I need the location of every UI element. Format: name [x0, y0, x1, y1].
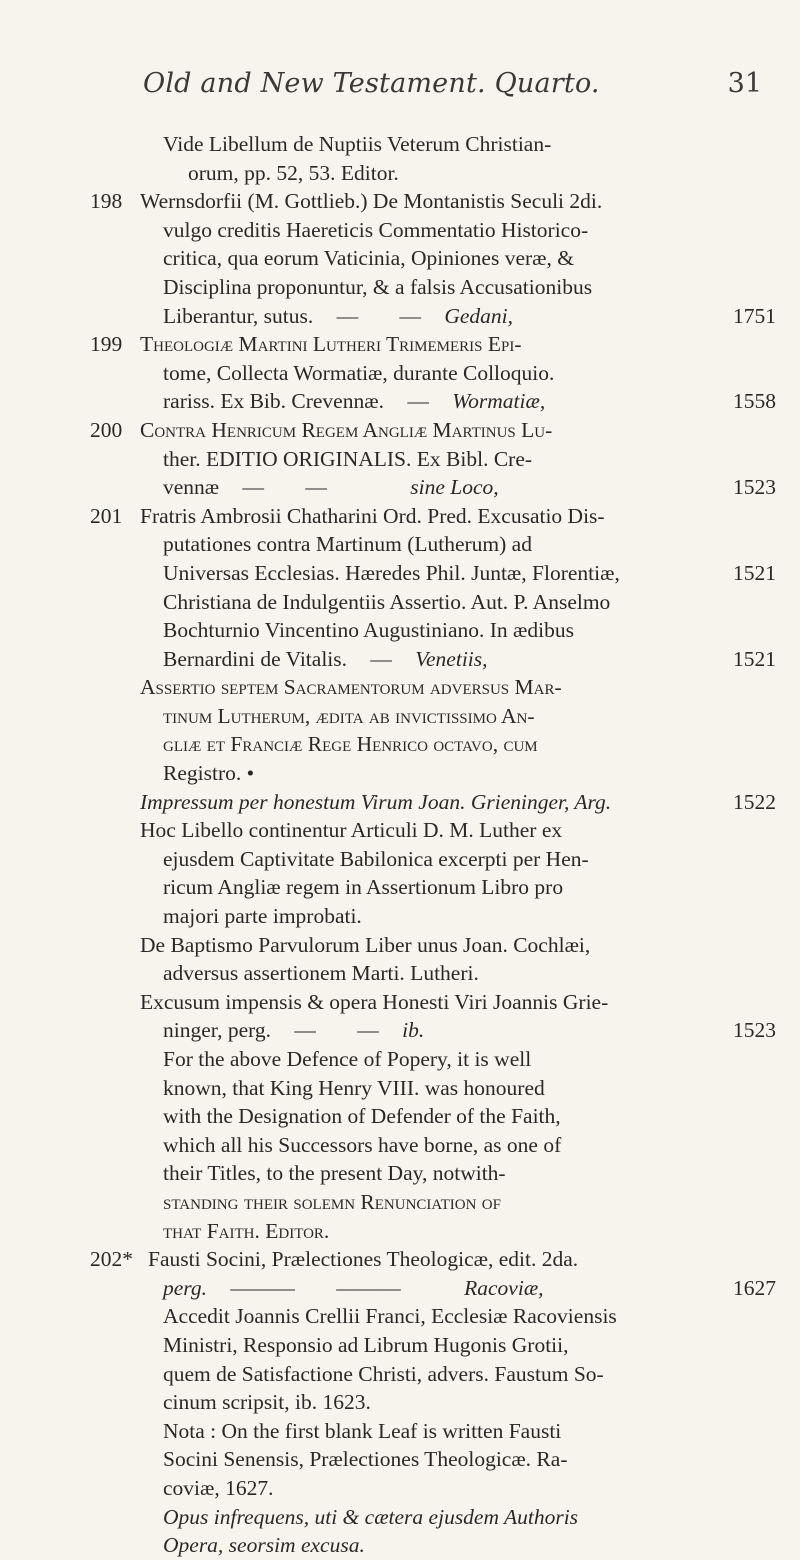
imprint-place: Venetiis,	[415, 646, 488, 671]
entry-line: Registro. •	[163, 761, 255, 786]
entry-line: ricum Angliæ regem in Assertionum Libro pro	[163, 875, 564, 900]
entry-number: 200	[90, 417, 123, 442]
entry-line: rariss. Ex Bib. Crevennæ.	[163, 389, 384, 414]
entry-number: 198	[90, 189, 123, 214]
entry-line: Bernardini de Vitalis.	[163, 646, 348, 671]
imprint-line: Impressum per honestum Virum Joan. Grieninger, Arg.	[140, 789, 612, 814]
entry-line: quem de Satisfactione Christi, advers. Faustum So-	[163, 1361, 604, 1386]
imprint-row	[138, 302, 776, 331]
dash: —	[370, 646, 392, 671]
dash: —	[357, 1018, 379, 1043]
note-line: with the Designation of Defender of the Faith,	[163, 1104, 561, 1129]
entry-line: critica, qua eorum Vaticinia, Opiniones veræ, &	[163, 246, 574, 271]
note-line: their Titles, to the present Day, notwith-	[163, 1161, 506, 1186]
note-line: that Faith. Editor.	[163, 1218, 330, 1243]
note-line: which all his Successors have borne, as one of	[163, 1132, 562, 1157]
entry-line: Socini Senensis, Prælectiones Theologicæ. Ra-	[163, 1447, 568, 1472]
entry-number: 199	[90, 332, 123, 357]
entry-line: tome, Collecta Wormatiæ, durante Colloquio.	[163, 360, 555, 385]
entry-line: coviæ, 1627.	[163, 1475, 274, 1500]
imprint-place: sine Loco,	[410, 475, 499, 500]
entry-line: Nota : On the first blank Leaf is written Fausti	[163, 1418, 562, 1443]
dash: —	[294, 1018, 316, 1043]
entry-line: majori parte improbati.	[163, 904, 362, 929]
entry-line: vulgo creditis Haereticis Commentatio Historico-	[163, 217, 589, 242]
entry-line: Fausti Socini, Prælectiones Theologicæ, edit. 2da.	[148, 1247, 579, 1272]
imprint-year: 1627	[733, 1275, 776, 1300]
dash: ———	[230, 1275, 295, 1300]
catalogue-entry-200	[90, 416, 778, 502]
imprint-row	[138, 1016, 776, 1045]
imprint-row	[138, 559, 776, 588]
running-title: Old and New Testament. Quarto.	[143, 68, 600, 99]
imprint-year: 1751	[733, 303, 776, 328]
entry-line: Contra Henricum Regem Angliæ Martinus Lu-	[140, 417, 553, 442]
note-line: known, that King Henry VIII. was honoured	[163, 1075, 545, 1100]
dash: —	[407, 389, 429, 414]
catalogue-entry-198	[90, 187, 778, 330]
imprint-row	[138, 645, 776, 674]
entry-line: ejusdem Captivitate Babilonica excerpti per Hen-	[163, 846, 589, 871]
entry-continuation	[90, 130, 778, 187]
note-line: For the above Defence of Popery, it is well	[163, 1047, 532, 1071]
imprint-row	[138, 473, 776, 502]
entry-line: putationes contra Martinum (Lutherum) ad	[163, 532, 532, 557]
entry-line: Hoc Libello continentur Articuli D. M. Luther ex	[140, 818, 563, 843]
imprint-place: Racoviæ,	[464, 1275, 544, 1300]
entry-line: cinum scripsit, ib. 1623.	[163, 1390, 371, 1415]
entry-line: Bochturnio Vincentino Augustiniano. In ædibus	[163, 618, 574, 643]
imprint-row	[138, 387, 776, 416]
entry-line: Excusum impensis & opera Honesti Viri Joannis Grie-	[140, 989, 609, 1014]
entry-line: Liberantur, sutus.	[163, 303, 314, 328]
imprint-year: 1521	[733, 646, 776, 671]
imprint-place: ib.	[402, 1018, 425, 1043]
running-head	[143, 68, 780, 108]
entry-line: Vide Libellum de Nuptiis Veterum Christian-	[163, 132, 552, 156]
entry-line: orum, pp. 52, 53. Editor.	[188, 160, 399, 185]
entry-line: Opera, seorsim excusa.	[163, 1533, 365, 1558]
entry-line: Opus infrequens, uti & cætera ejusdem Authoris	[163, 1504, 579, 1529]
entry-line: De Baptismo Parvulorum Liber unus Joan. Cochlæi,	[140, 932, 591, 957]
entry-line: tinum Lutherum, ædita ab invictissimo An-	[163, 703, 535, 728]
entry-line: Disciplina proponuntur, & a falsis Accusationibus	[163, 274, 593, 299]
entry-number: 201	[90, 503, 123, 528]
entry-line: perg.	[163, 1275, 207, 1300]
entry-line: Wernsdorfii (M. Gottlieb.) De Montanistis Seculi 2di.	[140, 189, 603, 214]
imprint-row	[138, 1274, 776, 1303]
imprint-place: Wormatiæ,	[452, 389, 546, 414]
note-line: standing their solemn Renunciation of	[163, 1189, 501, 1214]
imprint-year: 1523	[733, 1018, 776, 1043]
catalogue-entry-202	[90, 1245, 778, 1560]
dash: —	[336, 303, 359, 328]
entry-line: Accedit Joannis Crellii Franci, Ecclesiæ Racoviensis	[163, 1304, 617, 1329]
entry-number: 202*	[90, 1247, 133, 1272]
entry-line: ninger, perg.	[163, 1018, 272, 1043]
entry-line: adversus assertionem Marti. Lutheri.	[163, 961, 479, 986]
dash: ———	[336, 1275, 401, 1300]
imprint-year: 1522	[733, 789, 776, 814]
dash: —	[399, 303, 421, 328]
imprint-year: 1521	[733, 560, 776, 585]
imprint-year: 1558	[733, 389, 776, 414]
imprint-year: 1523	[733, 475, 776, 500]
entry-line: Theologiæ Martini Lutheri Trimemeris Epi-	[140, 332, 522, 357]
entry-line: ther. EDITIO ORIGINALIS. Ex Bibl. Cre-	[163, 446, 533, 471]
catalogue-body	[90, 130, 778, 1560]
entry-line: vennæ	[163, 475, 220, 500]
entry-line: Christiana de Indulgentiis Assertio. Aut. P. Anselmo	[163, 589, 611, 614]
entry-line: Fratris Ambrosii Chatharini Ord. Pred. Excusatio Dis-	[140, 503, 605, 528]
imprint-row	[138, 788, 776, 817]
catalogue-entry-199	[90, 330, 778, 416]
entry-line: gliæ et Franciæ Rege Henrico octavo, cum	[163, 732, 538, 757]
catalogue-entry-201	[90, 502, 778, 1245]
entry-line: Ministri, Responsio ad Librum Hugonis Grotii,	[163, 1332, 569, 1357]
dash: —	[242, 475, 265, 500]
imprint-line: Universas Ecclesias. Hæredes Phil. Juntæ, Florentiæ,	[163, 560, 620, 585]
imprint-place: Gedani,	[444, 303, 514, 328]
entry-line: Assertio septem Sacramentorum adversus Mar-	[140, 675, 562, 700]
page-number: 31	[727, 68, 762, 99]
dash: —	[305, 475, 327, 500]
